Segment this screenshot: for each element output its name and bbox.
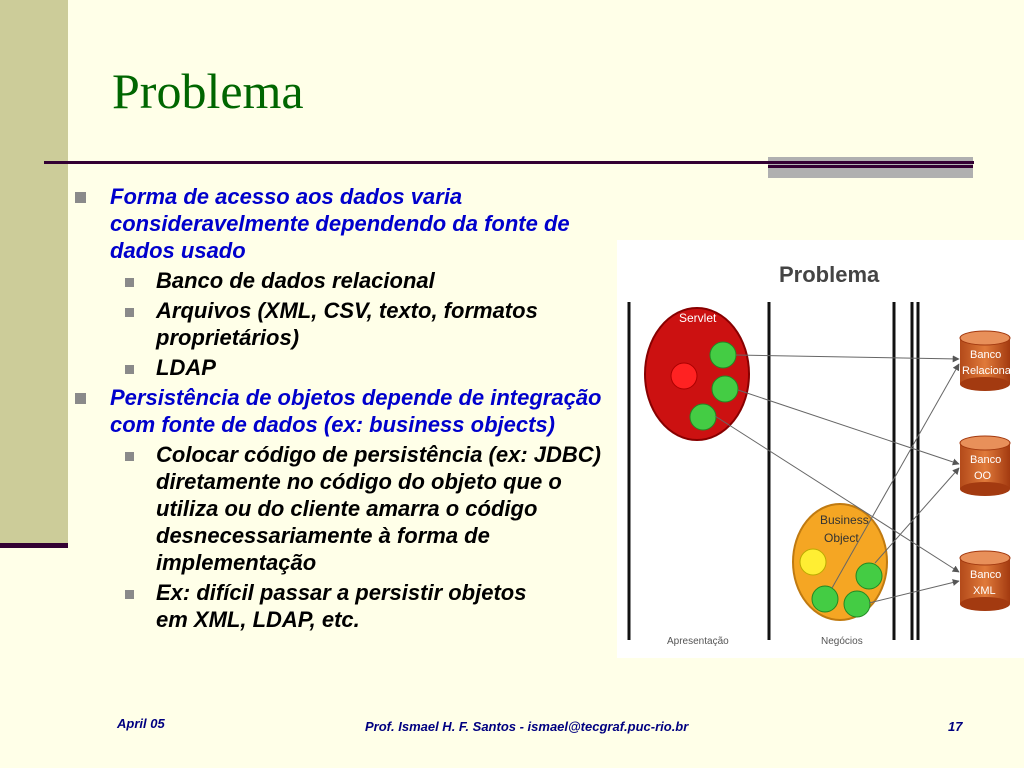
sub-bullet-item [70, 267, 630, 294]
title-rule [44, 161, 974, 164]
database-icon [960, 551, 1010, 611]
business-object-label: Business [820, 513, 869, 527]
database-label: Banco [970, 454, 1002, 466]
sub-bullet-item [70, 579, 556, 633]
sub-bullet-text: Arquivos (XML, CSV, texto, formatos proprietários) [156, 298, 538, 350]
business-component-icon [800, 549, 826, 575]
square-bullet-icon [125, 590, 134, 599]
sub-bullet-item [70, 441, 616, 576]
database-label: Banco [970, 569, 1002, 581]
servlet-component-icon [690, 404, 716, 430]
sub-bullet-item [70, 297, 630, 351]
servlet-label: Servlet [679, 311, 717, 325]
servlet-component-icon [710, 342, 736, 368]
database-icon [960, 331, 1010, 391]
architecture-diagram [617, 240, 1024, 658]
square-bullet-icon [75, 192, 86, 203]
square-bullet-icon [125, 365, 134, 374]
sub-bullet-text: Colocar código de persistência (ex: JDBC) diretamente no código do objeto que o utiliza ou do cliente amarra o código desnecessariamente à forma de implementação [156, 442, 601, 575]
database-label: XML [973, 585, 996, 597]
database-label: Banco [970, 349, 1002, 361]
square-bullet-icon [125, 308, 134, 317]
layer-label-business: Negócios [821, 636, 863, 647]
business-component-icon [856, 563, 882, 589]
connection-arrow [738, 390, 959, 464]
bullet-text: Forma de acesso aos dados varia consideravelmente dependendo da fonte de dados usado [110, 184, 570, 263]
layer-label-presentation: Apresentação [667, 636, 729, 647]
square-bullet-icon [125, 278, 134, 287]
database-label: Relacional [962, 365, 1014, 377]
sub-bullet-text: Banco de dados relacional [156, 268, 435, 293]
square-bullet-icon [75, 393, 86, 404]
bullet-text: Persistência de objetos depende de integração com fonte de dados (ex: business objects) [110, 385, 602, 437]
footer-author: Prof. Ismael H. F. Santos - ismael@tecgraf.puc-rio.br [365, 719, 689, 734]
servlet-component-icon [671, 363, 697, 389]
business-component-icon [844, 591, 870, 617]
footer-date: April 05 [117, 716, 165, 731]
business-object-label: Object [824, 531, 859, 545]
bullet-list [70, 183, 630, 636]
sub-bullet-item [70, 354, 630, 381]
square-bullet-icon [125, 452, 134, 461]
side-rule [0, 543, 68, 548]
bullet-item [70, 183, 630, 264]
business-component-icon [812, 586, 838, 612]
database-label: OO [974, 470, 992, 482]
footer-page-number: 17 [948, 719, 963, 734]
title-accent-rule [768, 165, 973, 168]
slide-title: Problema [112, 63, 304, 119]
diagram-svg [617, 240, 1024, 658]
sub-bullet-text: Ex: difícil passar a persistir objetos em XML, LDAP, etc. [156, 580, 527, 632]
database-icon [960, 436, 1010, 496]
bullet-item [70, 384, 630, 438]
servlet-component-icon [712, 376, 738, 402]
side-band [0, 0, 68, 548]
diagram-title: Problema [779, 262, 880, 287]
sub-bullet-text: LDAP [156, 355, 216, 380]
